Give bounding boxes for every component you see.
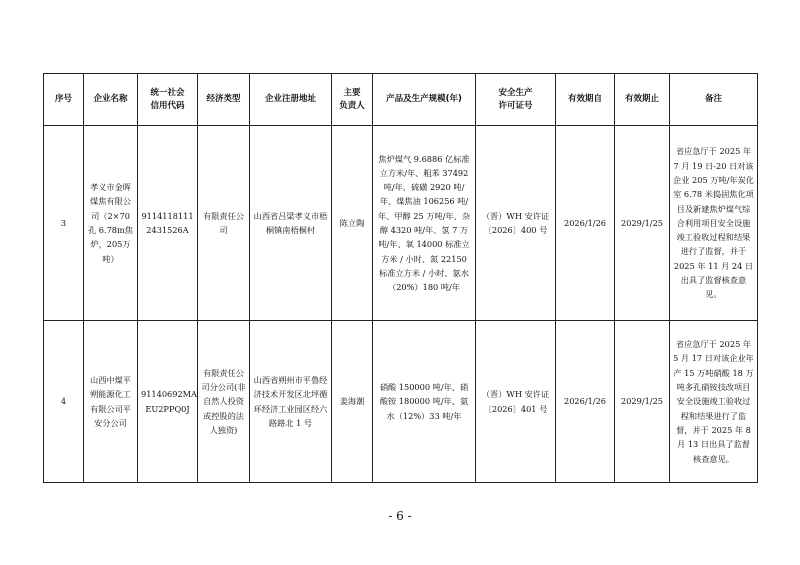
cell-no: 4 bbox=[44, 321, 84, 483]
page-number: - 6 - bbox=[388, 509, 412, 523]
cell-company-name: 山西中煤平朔能源化工有限公司平安分公司 bbox=[84, 321, 138, 483]
license-table bbox=[43, 73, 758, 483]
cell-products: 硝酸 150000 吨/年、硝酸铵 180000 吨/年、氨水（12%）33 吨/年 bbox=[373, 321, 476, 483]
header-valid-from: 有效期自 bbox=[556, 74, 615, 126]
table-row bbox=[44, 126, 758, 321]
cell-license-no: （晋）WH 安许证〔2026〕400 号 bbox=[476, 126, 556, 321]
table-row bbox=[44, 321, 758, 483]
cell-license-no: （晋）WH 安许证〔2026〕401 号 bbox=[476, 321, 556, 483]
header-license-no: 安全生产 许可证号 bbox=[476, 74, 556, 126]
cell-principal: 陈立陶 bbox=[332, 126, 373, 321]
cell-products: 焦炉煤气 9.6886 亿标准立方米/年、粗苯 37492 吨/年、硫磺 2920 吨/年、煤焦油 106256 吨/年、甲醇 25 万吨/年、杂醇 4320 吨/年、氢 7 万吨/年、氧 14000 标准立方米 / 小时、氮 22150 标准立方米 / 小时、氨水（20%）180 吨/年 bbox=[373, 126, 476, 321]
header-products: 产品及生产规模(年) bbox=[373, 74, 476, 126]
cell-company-name: 孝义市金晖煤焦有限公司（2×70孔 6.78m焦炉，205万吨） bbox=[84, 126, 138, 321]
header-registered-address: 企业注册地址 bbox=[250, 74, 332, 126]
cell-registered-address: 山西省朔州市平鲁经济技术开发区北坪循环经济工业园区经六路路北 1 号 bbox=[250, 321, 332, 483]
cell-registered-address: 山西省吕梁孝义市梧桐镇南梧桐村 bbox=[250, 126, 332, 321]
cell-valid-from: 2026/1/26 bbox=[556, 321, 615, 483]
header-principal: 主要 负责人 bbox=[332, 74, 373, 126]
cell-economic-type: 有限责任公司分公司(非自然人投资或控股的法人独资) bbox=[198, 321, 250, 483]
cell-principal: 姜海潮 bbox=[332, 321, 373, 483]
cell-credit-code: 9114118111 2431526A bbox=[138, 126, 198, 321]
cell-valid-to: 2029/1/25 bbox=[615, 321, 670, 483]
header-no: 序号 bbox=[44, 74, 84, 126]
cell-remarks: 省应急厅于 2025 年 5 月 17 日对该企业年产 15 万吨硝酸 18 万吨多孔硝铵技改项目安全设施竣工验收过程和结果进行了监督，并于 2025 年 8 月 13 日出具了监督核查意见。 bbox=[670, 321, 758, 483]
header-remarks: 备注 bbox=[670, 74, 758, 126]
cell-no: 3 bbox=[44, 126, 84, 321]
cell-valid-from: 2026/1/26 bbox=[556, 126, 615, 321]
cell-economic-type: 有限责任公司 bbox=[198, 126, 250, 321]
header-valid-to: 有效期止 bbox=[615, 74, 670, 126]
header-company-name: 企业名称 bbox=[84, 74, 138, 126]
header-economic-type: 经济类型 bbox=[198, 74, 250, 126]
cell-valid-to: 2029/1/25 bbox=[615, 126, 670, 321]
header-credit-code: 统一社会 信用代码 bbox=[138, 74, 198, 126]
cell-credit-code: 91140692MA EU2PPQ0J bbox=[138, 321, 198, 483]
cell-remarks: 省应急厅于 2025 年 7 月 19 日-20 日对该企业 205 万吨/年炭化室 6.78 米捣固焦化项目及新建焦炉煤气综合利用项目安全设施竣工验收过程和结果进行了监督，并于 2025 年 11 月 24 日出具了监督核查意见。 bbox=[670, 126, 758, 321]
table-header-row bbox=[44, 74, 758, 126]
